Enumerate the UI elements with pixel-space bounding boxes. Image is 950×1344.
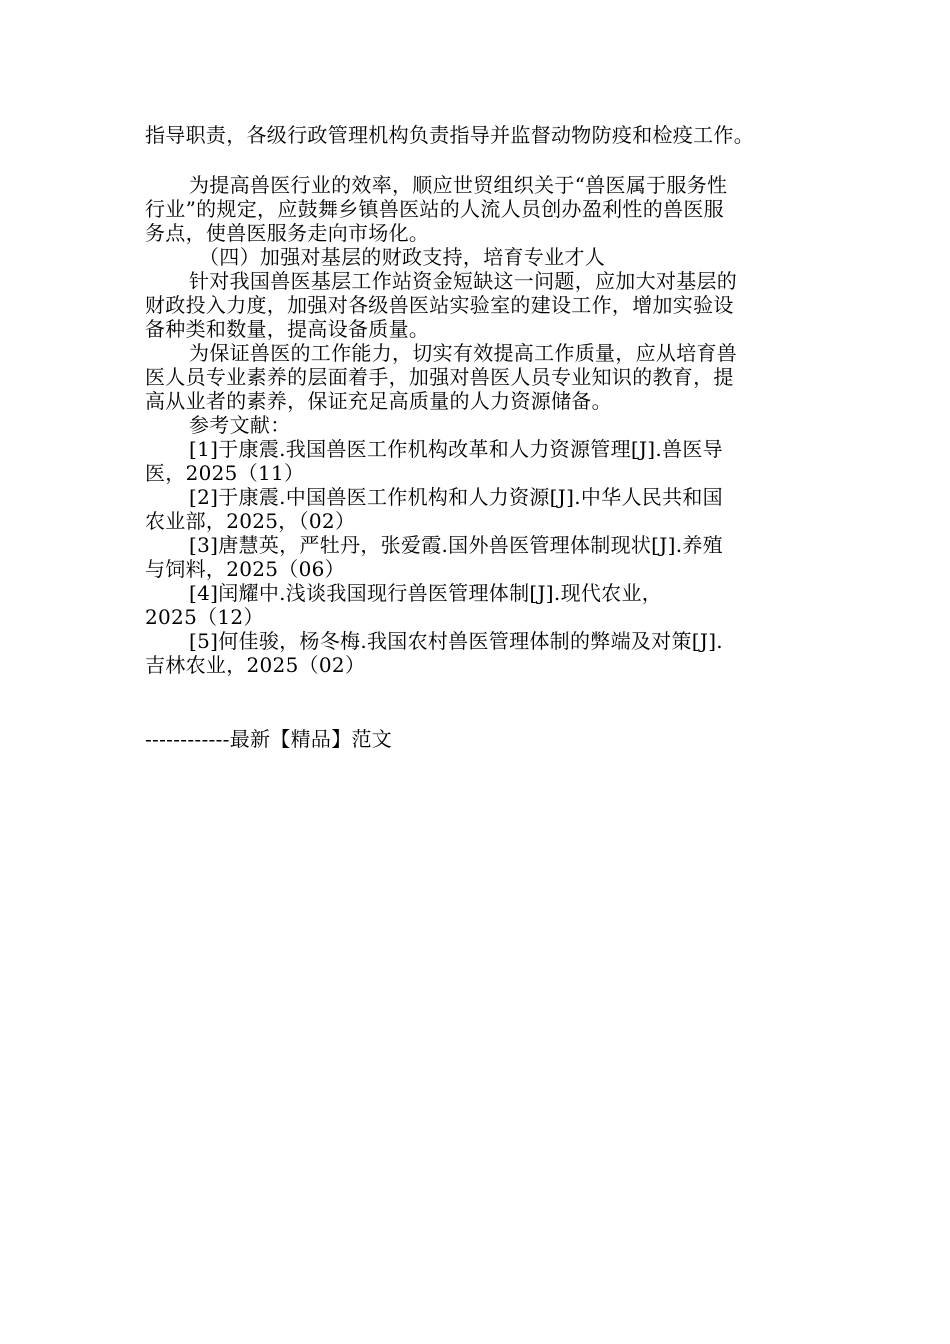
text-line: 医人员专业素养的层面着手，加强对兽医人员专业知识的教育，提 [145,365,734,389]
text-line: 医，2025（11） [145,461,305,485]
text-line: 针对我国兽医基层工作站资金短缺这一问题，应加大对基层的 [189,269,738,293]
text-line: 为提高兽医行业的效率，顺应世贸组织关于“兽医属于服务性 [189,173,728,197]
text-line: 务点，使兽医服务走向市场化。 [145,221,430,245]
paragraph-3 [145,269,805,341]
text-line: 为保证兽医的工作能力，切实有效提高工作质量，应从培育兽 [189,341,738,365]
text-line: 高从业者的素养，保证充足高质量的人力资源储备。 [145,389,612,413]
text-line: 吉林农业，2025（02） [145,653,366,677]
text-line: 与饲料，2025（06） [145,557,345,581]
reference-item [145,581,805,629]
text-line: [2]于康震.中国兽医工作机构和人力资源[J].中华人民共和国 [189,485,723,509]
text-line: 财政投入力度，加强对各级兽医站实验室的建设工作，增加实验设 [145,293,734,317]
reference-list [145,437,805,677]
text-line: 农业部，2025，（02） [145,509,356,533]
section-heading: （四）加强对基层的财政支持，培育专业才人 [199,245,605,269]
text-line: 指导职责，各级行政管理机构负责指导并监督动物防疫和检疫工作。 [145,123,754,147]
page-footer: ------------最新【精品】范文 [145,727,393,751]
text-line: 行业”的规定，应鼓舞乡镇兽医站的人流人员创办盈利性的兽医服 [145,197,724,221]
text-line: [3]唐慧英，严牡丹，张爱霞.国外兽医管理体制现状[J].养殖 [189,533,723,557]
reference-item [145,629,805,677]
reference-item [145,437,805,485]
paragraph-1 [145,123,805,147]
text-line: 备种类和数量，提高设备质量。 [145,317,430,341]
paragraph-2 [145,173,805,245]
footer-spacer [145,677,805,727]
text-line: 2025（12） [145,605,264,629]
references-heading: 参考文献： [189,413,291,437]
paragraph-4 [145,341,805,413]
paragraph-spacer [145,147,805,173]
text-line: [4]闰耀中.浅谈我国现行兽医管理体制[J].现代农业， [189,581,663,605]
text-line: [5]何佳骏，杨冬梅.我国农村兽医管理体制的弊端及对策[J]. [189,629,723,653]
reference-item [145,485,805,533]
reference-item [145,533,805,581]
document-page [145,123,805,751]
text-line: [1]于康震.我国兽医工作机构改革和人力资源管理[J].兽医导 [189,437,723,461]
